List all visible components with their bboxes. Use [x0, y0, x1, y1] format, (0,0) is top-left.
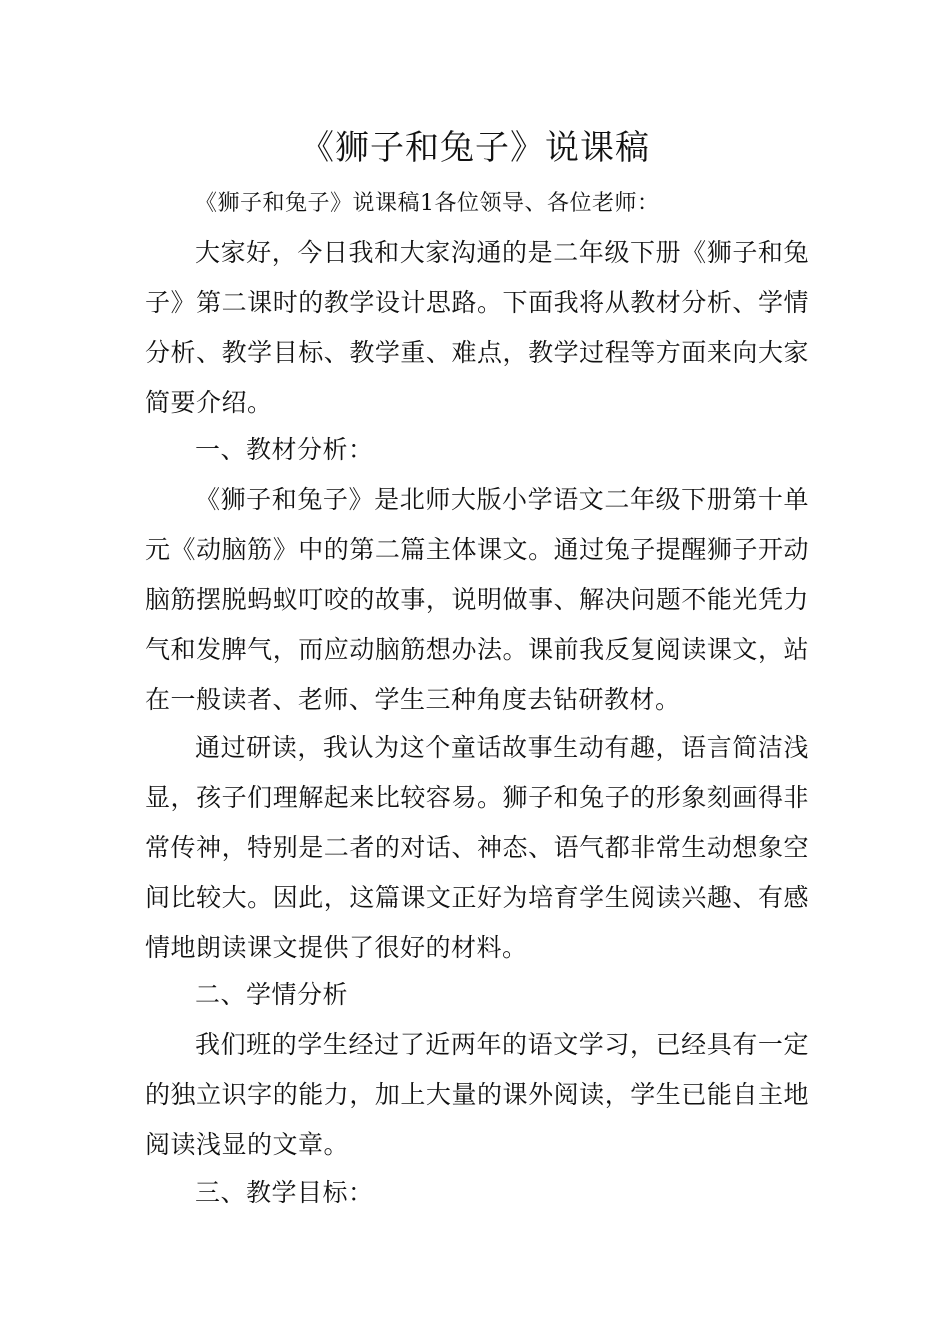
intro-paragraph: 《狮子和兔子》说课稿1各位领导、各位老师： — [195, 191, 660, 216]
body-paragraph: 《狮子和兔子》是北师大版小学语文二年级下册第十单元《动脑筋》中的第二篇主体课文。通过兔子提醒狮子开动脑筋摆脱蚂蚁叮咬的故事，说明做事、解决问题不能光凭力气和发脾气，而应动脑筋想办法。课前我反复阅读课文，站在一般读者、老师、学生三种角度去钻研教材。 — [145, 485, 809, 714]
body-paragraph: 大家好，今日我和大家沟通的是二年级下册《狮子和兔子》第二课时的教学设计思路。下面我将从教材分析、学情分析、教学目标、教学重、难点，教学过程等方面来向大家简要介绍。 — [145, 238, 809, 417]
body-paragraph: 通过研读，我认为这个童话故事生动有趣，语言简洁浅显，孩子们理解起来比较容易。狮子和兔子的形象刻画得非常传神，特别是二者的对话、神态、语气都非常生动想象空间比较大。因此，这篇课文正好为培育学生阅读兴趣、有感情地朗读课文提供了很好的材料。 — [145, 733, 809, 962]
section-heading: 三、教学目标： — [195, 1178, 374, 1207]
section-heading: 二、学情分析 — [195, 980, 349, 1009]
document-title: 《狮子和兔子》说课稿 — [300, 128, 650, 168]
section-heading: 一、教材分析： — [195, 435, 374, 464]
body-paragraph: 我们班的学生经过了近两年的语文学习，已经具有一定的独立识字的能力，加上大量的课外阅读，学生已能自主地阅读浅显的文章。 — [145, 1030, 809, 1159]
